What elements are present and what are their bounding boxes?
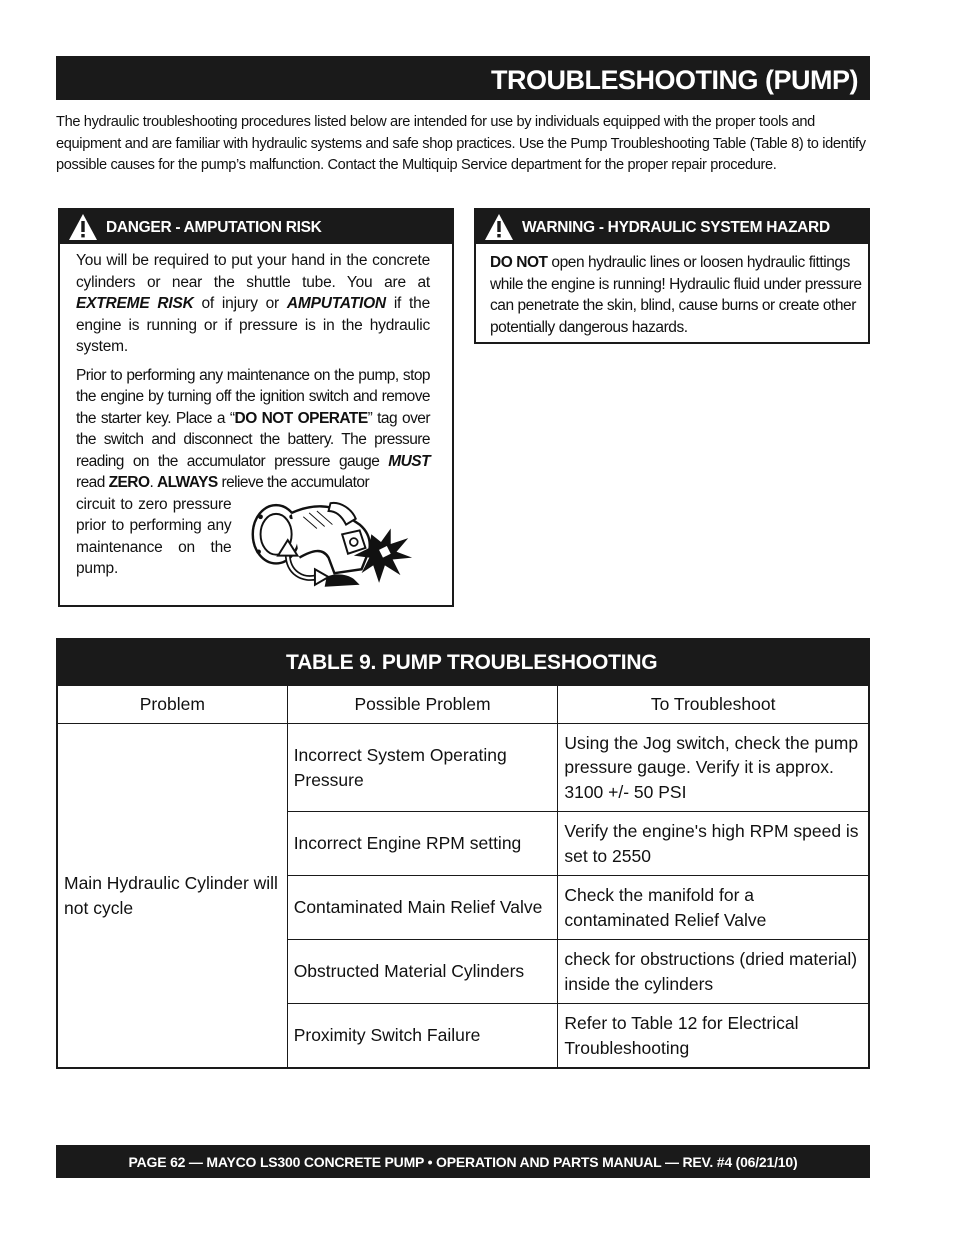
danger-box (58, 208, 454, 607)
danger-paragraph-2 (76, 365, 430, 494)
troubleshoot-cell: Verify the engine's high RPM speed is set to 2550 (558, 812, 869, 876)
possible-problem-cell: Incorrect Engine RPM setting (287, 812, 558, 876)
danger-text: read (76, 474, 109, 491)
danger-header (60, 210, 452, 244)
warning-header (476, 210, 868, 244)
column-header-problem: Problem (58, 686, 288, 724)
danger-heading: DANGER - AMPUTATION RISK (106, 219, 322, 236)
possible-problem-cell: Obstructed Material Cylinders (287, 940, 558, 1004)
always-emphasis: ALWAYS (156, 474, 218, 491)
troubleshoot-cell: check for obstructions (dried material) inside the cylinders (558, 940, 869, 1004)
intro-paragraph: The hydraulic troubleshooting procedures listed below are intended for use by individuals equipped with the proper tools and equipment and are familiar with hydraulic systems and safe shop practices. Use the Pump Troubleshooting Table (Table 8) to identify possible causes for the pump’s malfunction. Contact the Multiquip Service department for the proper repair procedure. (56, 114, 866, 173)
column-header-to-troubleshoot: To Troubleshoot (558, 686, 869, 724)
shuttle-tube-hazard-illustration (245, 494, 430, 594)
warning-heading: WARNING - HYDRAULIC SYSTEM HAZARD (522, 219, 830, 236)
troubleshoot-cell: Using the Jog switch, check the pump pressure gauge. Verify it is approx. 3100 +/- 50 PSI (558, 724, 869, 812)
zero-emphasis: ZERO (108, 474, 150, 491)
page-footer: PAGE 62 — MAYCO LS300 CONCRETE PUMP • OPERATION AND PARTS MANUAL — REV. #4 (06/21/10) (56, 1145, 870, 1178)
table-row (58, 724, 869, 812)
danger-text: relieve the accumulator (217, 474, 370, 491)
problem-cell: Main Hydraulic Cylinder will not cycle (58, 724, 288, 1068)
table-header-row (58, 686, 869, 724)
troubleshooting-table (56, 638, 870, 1069)
warning-triangle-icon (68, 213, 98, 241)
do-not-operate-emphasis: DO NOT OPERATE (234, 409, 368, 427)
table-grid (57, 685, 869, 1068)
table-title: TABLE 9. PUMP TROUBLESHOOTING (57, 639, 869, 685)
extreme-risk-emphasis: EXTREME RISK (76, 295, 194, 312)
danger-text: of injury or (193, 295, 287, 312)
warning-body (476, 244, 868, 338)
possible-problem-cell: Incorrect System Operating Pressure (287, 724, 558, 812)
possible-problem-cell: Contaminated Main Relief Valve (287, 876, 558, 940)
warning-text: open hydraulic lines or loosen hydraulic fittings while the engine is running! Hydraulic fluid under pressure can penetrate the skin, blind, cause burns or create other potentially dangerous hazards. (490, 254, 862, 336)
must-emphasis: MUST (388, 452, 430, 470)
danger-text: . (149, 474, 157, 491)
danger-body (60, 244, 452, 594)
danger-text-lower: circuit to zero pressure prior to performing any maintenance on the pump. (76, 495, 232, 577)
danger-text: ” tag over the switch and disconnect the battery. The pressure reading on the accumulator pressure gauge (76, 409, 430, 470)
danger-lower (76, 494, 430, 594)
troubleshoot-cell: Refer to Table 12 for Electrical Troubleshooting (558, 1004, 869, 1068)
danger-text: if the engine is running or if pressure is in the hydraulic system. (76, 295, 430, 355)
warning-box (474, 208, 870, 344)
possible-problem-cell: Proximity Switch Failure (287, 1004, 558, 1068)
column-header-possible-problem: Possible Problem (287, 686, 558, 724)
danger-text: You will be required to put your hand in the concrete cylinders or near the shuttle tube. You are at (76, 252, 430, 291)
danger-text: Prior to performing any maintenance on the pump, stop the engine by turning off the ignition switch and remove the starter key. Place a “ (76, 366, 430, 427)
amputation-emphasis: AMPUTATION (286, 295, 386, 312)
do-not-emphasis: DO NOT (490, 254, 548, 271)
page-title: TROUBLESHOOTING (PUMP) (56, 56, 870, 100)
troubleshoot-cell: Check the manifold for a contaminated Relief Valve (558, 876, 869, 940)
danger-paragraph-1 (76, 250, 430, 358)
warning-triangle-icon (484, 213, 514, 241)
